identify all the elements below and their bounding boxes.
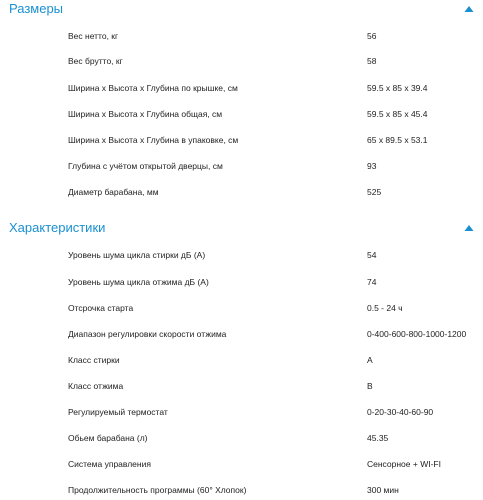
spec-value: 525 bbox=[367, 187, 382, 197]
list-item bbox=[0, 353, 483, 367]
list-item bbox=[0, 275, 483, 289]
list-item bbox=[0, 301, 483, 315]
spec-label: Вес нетто, кг bbox=[68, 31, 119, 41]
chevron-up-icon[interactable] bbox=[464, 224, 474, 232]
section-header[interactable] bbox=[0, 0, 483, 20]
list-item bbox=[0, 107, 483, 121]
spec-value: 93 bbox=[367, 161, 377, 171]
spec-value: B bbox=[367, 381, 373, 391]
spec-label: Система управления bbox=[68, 459, 151, 469]
spec-value: 300 мин bbox=[367, 485, 399, 495]
chevron-up-icon[interactable] bbox=[464, 5, 474, 13]
section-dimensions bbox=[0, 0, 483, 20]
spec-label: Класс стирки bbox=[68, 355, 120, 365]
list-item bbox=[0, 483, 483, 497]
list-item bbox=[0, 54, 483, 68]
section-title: Размеры bbox=[9, 1, 64, 16]
spec-value: 0-20-30-40-60-90 bbox=[367, 407, 434, 417]
section-header[interactable] bbox=[0, 219, 483, 239]
spec-value: Сенсорное + WI-FI bbox=[367, 459, 441, 469]
spec-label: Уровень шума цикла отжима дБ (А) bbox=[68, 277, 209, 287]
spec-label: Отсрочка старта bbox=[68, 303, 134, 313]
spec-value: 59.5 x 85 x 45.4 bbox=[367, 109, 428, 119]
spec-label: Уровень шума цикла стирки дБ (А) bbox=[68, 250, 206, 260]
spec-label: Регулируемый термостат bbox=[68, 407, 168, 417]
section-characteristics bbox=[0, 219, 483, 239]
spec-label: Ширина х Высота х Глубина общая, см bbox=[68, 109, 223, 119]
list-item bbox=[0, 405, 483, 419]
spec-value: 0-400-600-800-1000-1200 bbox=[367, 329, 467, 339]
list-item bbox=[0, 431, 483, 445]
spec-label: Ширина х Высота х Глубина по крышке, см bbox=[68, 83, 238, 93]
spec-label: Ширина х Высота х Глубина в упаковке, см bbox=[68, 135, 239, 145]
spec-value: 74 bbox=[367, 277, 377, 287]
list-item bbox=[0, 379, 483, 393]
spec-label: Глубина с учётом открытой дверцы, см bbox=[68, 161, 223, 171]
list-item bbox=[0, 81, 483, 95]
spec-value: 54 bbox=[367, 250, 377, 260]
spec-value: 58 bbox=[367, 56, 377, 66]
list-item bbox=[0, 159, 483, 173]
section-title: Характеристики bbox=[9, 220, 106, 235]
spec-value: A bbox=[367, 355, 373, 365]
spec-label: Обьем барабана (л) bbox=[68, 433, 148, 443]
spec-value: 65 x 89.5 x 53.1 bbox=[367, 135, 428, 145]
spec-value: 56 bbox=[367, 31, 377, 41]
list-item bbox=[0, 327, 483, 341]
list-item bbox=[0, 248, 483, 262]
spec-value: 59.5 x 85 x 39.4 bbox=[367, 83, 428, 93]
spec-label: Вес брутто, кг bbox=[68, 56, 123, 66]
list-item bbox=[0, 185, 483, 199]
list-item bbox=[0, 457, 483, 471]
spec-label: Продолжительность программы (60° Хлопок) bbox=[68, 485, 247, 495]
spec-label: Диаметр барабана, мм bbox=[68, 187, 159, 197]
spec-label: Диапазон регулировки скорости отжима bbox=[68, 329, 227, 339]
list-item bbox=[0, 133, 483, 147]
list-item bbox=[0, 29, 483, 43]
spec-value: 0.5 - 24 ч bbox=[367, 303, 403, 313]
spec-label: Класс отжима bbox=[68, 381, 124, 391]
spec-value: 45.35 bbox=[367, 433, 389, 443]
